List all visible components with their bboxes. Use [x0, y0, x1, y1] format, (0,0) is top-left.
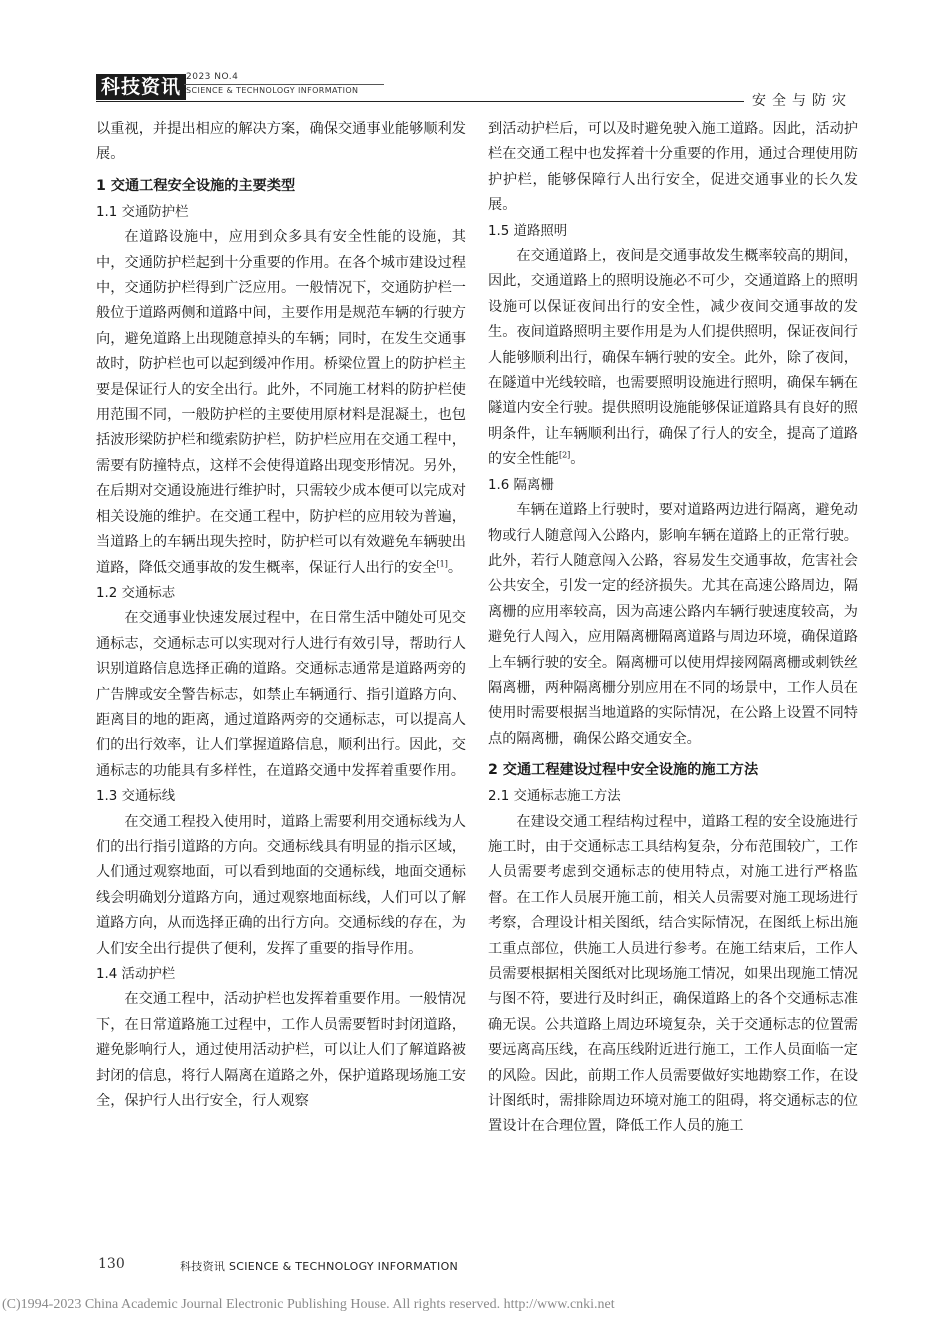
- heading-2-1: 2.1 交通标志施工方法: [488, 789, 621, 805]
- header-subrule: [184, 84, 384, 85]
- page-header: [0, 0, 950, 112]
- section-tag: 安全与防灾: [752, 93, 852, 109]
- paragraph-1-2: 在交通事业快速发展过程中，在日常生活中随处可见交通标志，交通标志可以实现对行人进行有效引导，帮助行人识别道路信息选择正确的道路。交通标志通常是道路两旁的广告牌或安全警告标志，如禁止车辆通行、指引道路方向、距离目的地的距离，通过道路两旁的交通标志，可以提高人们的出行效率，让人们掌握道路信息，顺利出行。因此，交通标志的功能具有多样性，在道路交通中发挥着重要作用。: [96, 610, 466, 779]
- paragraph-1-1-text: 在道路设施中，应用到众多具有安全性能的设施，其中，交通防护栏起到十分重要的作用。在各个城市建设过程中，交通防护栏得到广泛应用。一般情况下，交通防护栏一般位于道路两侧和道路中间，主要作用是规范车辆的行驶方向，避免道路上出现随意掉头的车辆；同时，在发生交通事故时，防护栏也可以起到缓冲作用。桥梁位置上的防护栏主要是保证行人的安全出行。此外，不同施工材料的防护栏使用范围不同，一般防护栏的主要使用原材料是混凝土，也包括波形梁防护栏和缆索防护栏，防护栏应用在交通工程中，需要有防撞特点，这样不会使得道路出现变形情况。另外，在后期对交通设施进行维护时，只需较少成本便可以完成对相关设施的维护。在交通工程中，防护栏的应用较为普遍，当道路上的车辆出现失控时，防护栏可以有效避免车辆驶出道路，降低交通事故的发生概率，保证行人出行的安全: [96, 229, 466, 576]
- paragraph-1-5: [488, 244, 858, 473]
- heading-1-2: 1.2 交通标志: [96, 585, 176, 601]
- header-rule: [96, 101, 744, 102]
- left-column: [96, 117, 466, 1114]
- heading-1-4: 1.4 活动护栏: [96, 967, 176, 982]
- copyright-notice: (C)1994-2023 China Academic Journal Electronic Publishing House. All rights reserved. http://www.cnki.net: [2, 1297, 615, 1312]
- paragraph-1-4: 在交通工程中，活动护栏也发挥着重要作用。一般情况下，在日常道路施工过程中，工作人员需要暂时封闭道路，避免影响行人，通过使用活动护栏，可以让人们了解道路被封闭的信息，将行人隔离在道路之外，保护道路现场施工安全，保护行人出行安全，行人观察: [96, 991, 466, 1110]
- paragraph-1-6: 车辆在道路上行驶时，要对道路两边进行隔离，避免动物或行人随意闯入公路内，影响车辆在道路上的正常行驶。此外，若行人随意闯入公路，容易发生交通事故，危害社会公共安全，引发一定的经济损失。尤其在高速公路周边，隔离栅的应用率较高，因为高速公路内车辆行驶速度较高，为避免行人闯入，应用隔离栅隔离道路与周边环境，确保道路上车辆行驶的安全。隔离栅可以使用焊接网隔离栅或刺铁丝隔离栅，两种隔离栅分别应用在不同的场景中，工作人员在使用时需要根据当地道路的实际情况，在公路上设置不同特点的隔离栅，确保公路交通安全。: [488, 502, 858, 747]
- paragraph-2-1: 在建设交通工程结构过程中，道路工程的安全设施进行施工时，由于交通标志工具结构复杂，分布范围较广，工作人员需要考虑到交通标志的使用特点，对施工进行严格监督。在工作人员展开施工前，相关人员需要对施工现场进行考察，合理设计相关图纸，结合实际情况，在图纸上标出施工重点部位，供施工人员进行参考。在施工结束后，工作人员需要根据相关图纸对比现场施工情况，如果出现施工情况与图不符，要进行及时纠正，确保道路上的各个交通标志准确无误。公共道路上周边环境复杂，关于交通标志的位置需要远离高压线，在高压线附近进行施工，工作人员面临一定的风险。因此，前期工作人员需要做好实地勘察工作，在设计图纸时，需排除周边环境对施工的阻碍，将交通标志的位置设计在合理位置，降低工作人员的施工: [488, 813, 858, 1135]
- footer-journal-name: 科技资讯 SCIENCE & TECHNOLOGY INFORMATION: [180, 1260, 459, 1273]
- page-number: 130: [98, 1256, 125, 1272]
- paragraph-1-4-cont: 到活动护栏后，可以及时避免驶入施工道路。因此，活动护栏在交通工程中也发挥着十分重要的作用，通过合理使用防护护栏，能够保障行人出行安全，促进交通事业的长久发展。: [488, 121, 858, 214]
- paragraph-1-5-text: 在交通道路上，夜间是交通事故发生概率较高的期间，因此，交通道路上的照明设施必不可少，交通道路上的照明设施可以保证夜间出行的安全性，减少夜间交通事故的发生。夜间道路照明主要作用是为人们提供照明，保证夜间行人能够顺利出行，确保车辆行驶的安全。此外，除了夜间，在隧道中光线较暗，也需要照明设施进行照明，确保车辆在隧道内安全行驶。提供照明设施能够保证道路具有良好的照明条件，让车辆顺利出行，确保了行人的安全，提高了道路的安全性能: [488, 248, 858, 468]
- paragraph-intro-cont: 以重视，并提出相应的解决方案，确保交通事业能够顺利发展。: [96, 121, 466, 163]
- heading-section-2: 2 交通工程建设过程中安全设施的施工方法: [488, 762, 759, 779]
- issue-number: 2023 NO.4: [186, 72, 239, 82]
- heading-1-5: 1.5 道路照明: [488, 223, 568, 239]
- paragraph-1-1: [96, 225, 466, 581]
- heading-1-1: 1.1 交通防护栏: [96, 204, 189, 220]
- heading-1-3: 1.3 交通标线: [96, 789, 176, 805]
- paragraph-1-5-end: 。: [570, 451, 585, 468]
- heading-1-6: 1.6 隔离栅: [488, 477, 554, 493]
- journal-brand: 科技资讯: [96, 74, 186, 100]
- paragraph-1-3: 在交通工程投入使用时，道路上需要利用交通标线为人们的出行指引道路的方向。交通标线具有明显的指示区域，人们通过观察地面，可以看到地面的交通标线，地面交通标线会明确划分道路方向，通过观察地面标线，人们可以了解道路方向，从而选择正确的出行方向。交通标线的存在，为人们安全出行提供了便利，发挥了重要的指导作用。: [96, 813, 466, 957]
- heading-section-1: 1 交通工程安全设施的主要类型: [96, 177, 296, 194]
- right-column: [488, 117, 858, 1140]
- citation-1[interactable]: [1]: [436, 558, 448, 568]
- journal-english-name: SCIENCE & TECHNOLOGY INFORMATION: [186, 86, 359, 95]
- paragraph-1-1-end: 。: [447, 559, 463, 576]
- citation-2[interactable]: [2]: [558, 450, 571, 460]
